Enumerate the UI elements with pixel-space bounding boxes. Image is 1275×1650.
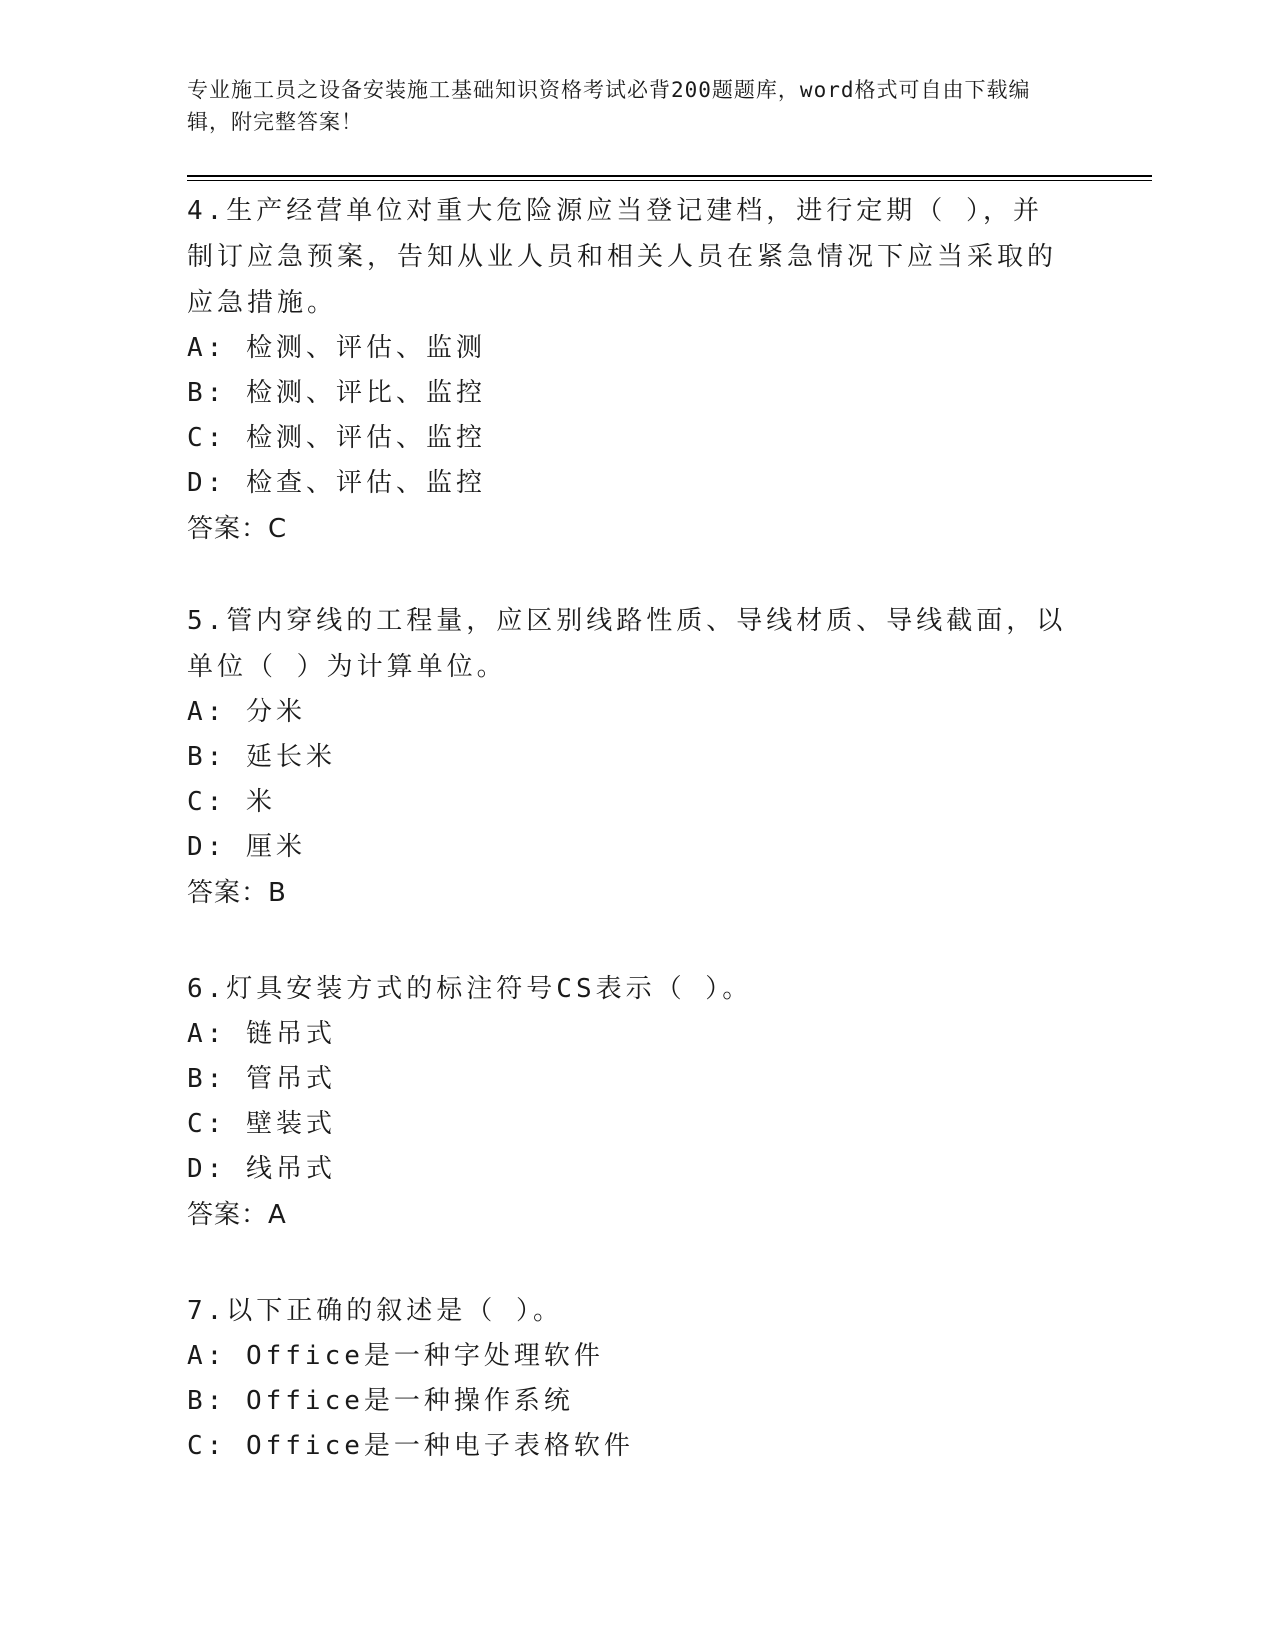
answer-line: 答案：B bbox=[187, 878, 287, 908]
option-a: A: 检测、评估、监测 bbox=[187, 333, 486, 363]
question-6 bbox=[187, 966, 1067, 1238]
option-d: D: 线吊式 bbox=[187, 1154, 336, 1184]
answer-line: 答案：C bbox=[187, 514, 288, 544]
option-c: C: 米 bbox=[187, 787, 276, 817]
option-c: C: 壁装式 bbox=[187, 1109, 336, 1139]
option-d: D: 检查、评估、监控 bbox=[187, 468, 486, 498]
option-a: A: 链吊式 bbox=[187, 1019, 336, 1049]
option-a: A: Office是一种字处理软件 bbox=[187, 1341, 604, 1371]
option-a: A: 分米 bbox=[187, 697, 306, 727]
option-b: B: 检测、评比、监控 bbox=[187, 378, 486, 408]
question-4 bbox=[187, 188, 1067, 552]
option-c: C: Office是一种电子表格软件 bbox=[187, 1431, 634, 1461]
question-stem: 6.灯具安装方式的标注符号CS表示（ ）。 bbox=[187, 974, 753, 1004]
document-header: 专业施工员之设备安装施工基础知识资格考试必背200题题库，word格式可自由下载编辑，附完整答案！ bbox=[187, 78, 1031, 134]
question-stem: 5.管内穿线的工程量，应区别线路性质、导线材质、导线截面，以单位（ ）为计算单位。 bbox=[187, 606, 1067, 682]
answer-line: 答案：A bbox=[187, 1200, 287, 1230]
header-divider-thick bbox=[187, 175, 1152, 177]
option-b: B: Office是一种操作系统 bbox=[187, 1386, 574, 1416]
option-d: D: 厘米 bbox=[187, 832, 306, 862]
header-divider-thin bbox=[187, 180, 1152, 181]
option-c: C: 检测、评估、监控 bbox=[187, 423, 486, 453]
question-stem: 7.以下正确的叙述是（ ）。 bbox=[187, 1296, 563, 1326]
question-5 bbox=[187, 598, 1067, 916]
question-7 bbox=[187, 1288, 1067, 1469]
option-b: B: 管吊式 bbox=[187, 1064, 336, 1094]
question-stem: 4.生产经营单位对重大危险源应当登记建档，进行定期（ ），并制订应急预案，告知从业人员和相关人员在紧急情况下应当采取的应急措施。 bbox=[187, 196, 1058, 318]
option-b: B: 延长米 bbox=[187, 742, 336, 772]
